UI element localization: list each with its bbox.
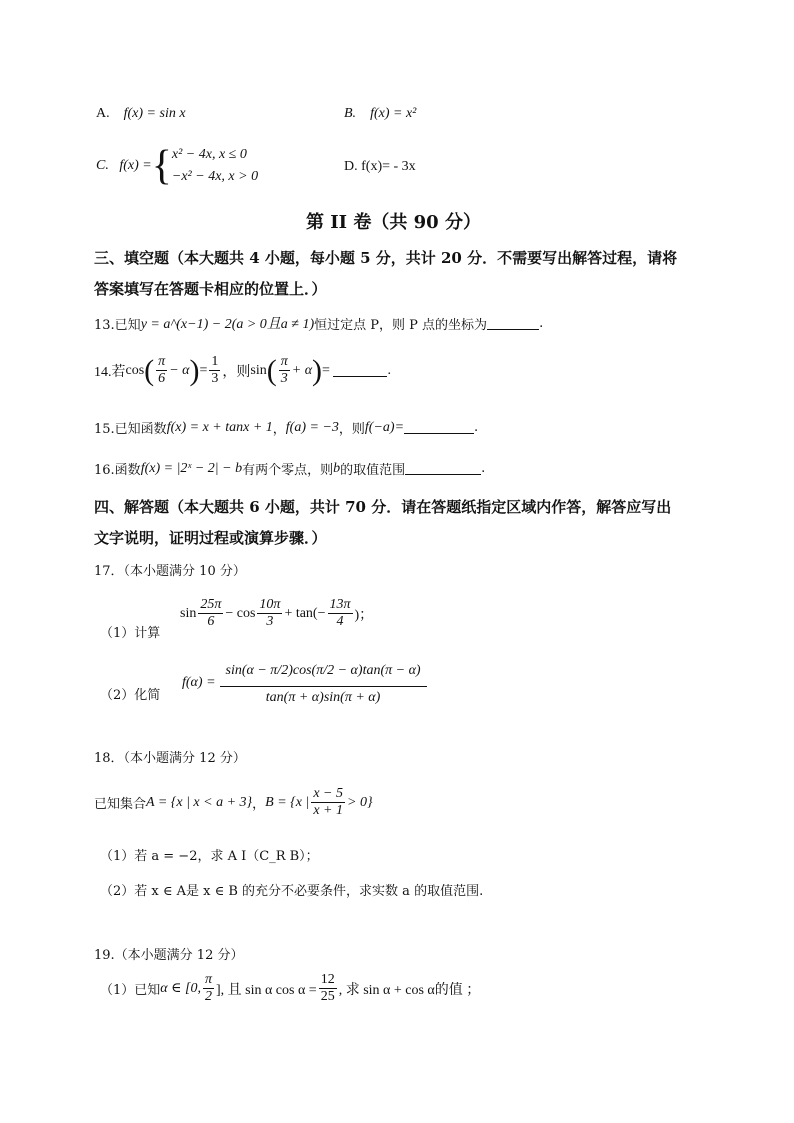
q17-big-frac [220, 656, 427, 709]
q18-title: 18．（本小题满分 12 分） [94, 751, 246, 766]
q17-frac-3: $\frac{13\pi}{4}$ [329, 597, 351, 629]
q17-denominator: tan(π + α)sin(π + α) [265, 690, 381, 705]
q15-expr1: f(x) = x + tanx + 1 [166, 419, 273, 435]
q17-part1-label: （1）计算 [100, 626, 161, 641]
fill-header-line1: 三、填空题（本大题共 4 小题，每小题 5 分，共计 20 分．不需要写出解答过程，请将 [94, 249, 678, 267]
option-c [96, 144, 258, 188]
q18-set-a: A = {x | x < a + 3} [146, 794, 253, 810]
option-d-label: D. [344, 159, 358, 174]
q19-end: , 求 sin α + cos α的值 ； [338, 982, 481, 998]
question-15 [94, 418, 478, 437]
q15-answer-blank [404, 421, 474, 434]
q19-p1-prefix: （1）已知 [100, 983, 161, 998]
q14-frac-1-3: $\frac{1}{3}$ [211, 354, 219, 386]
q14-answer-blank [333, 364, 387, 377]
q14-plus-alpha: + α [291, 362, 313, 378]
q15-prefix: 15.已知函数 [94, 422, 167, 437]
right-paren-2: ) [312, 353, 323, 387]
q15-end: . [474, 420, 479, 435]
option-c-case2: −x² − 4x, x > 0 [171, 169, 259, 184]
q17-sin: sin [180, 605, 197, 621]
q18-part2: （2）若 x ∈ A是 x ∈ B 的充分不必要条件，求实数 a 的取值范围. [100, 884, 484, 899]
option-b-expr: f(x) = x² [370, 106, 417, 121]
solve-header-line1: 四、解答题（本大题共 6 小题，共计 70 分．请在答题纸指定区域内作答，解答应写出 [94, 498, 672, 516]
q15-mid: ，则 [338, 422, 365, 437]
q16-end: . [481, 461, 486, 476]
q14-frac-pi-3: $\frac{\pi}{3}$ [280, 354, 288, 386]
q19-part1 [100, 972, 480, 1005]
q16-suffix2: 的取值范围 [340, 463, 406, 478]
q13-answer-blank [487, 317, 539, 330]
q19-frac-pi-2: $\frac{\pi}{2}$ [204, 972, 212, 1004]
q17-part2-label: （2）化简 [100, 688, 161, 703]
q13-end: . [539, 315, 544, 331]
q19-range: α ∈ [0, [160, 981, 201, 996]
q16-b: b [333, 460, 341, 476]
option-a [96, 106, 186, 122]
q19-mid: ], 且 sin α cos α = [215, 982, 317, 998]
option-d-expr: f(x)= - 3x [361, 159, 416, 174]
q16-prefix: 16.函数 [94, 463, 141, 478]
q17-cos: − cos [225, 605, 256, 621]
left-paren-2: ( [266, 353, 277, 387]
option-c-cases [172, 144, 258, 188]
q15-expr2: f(a) = −3 [285, 419, 339, 435]
q18-set-b-suffix: > 0} [347, 794, 373, 810]
question-13 [94, 313, 543, 333]
question-14 [94, 354, 391, 387]
q13-expr: y = a^(x−1) − 2(a > 0且a ≠ 1) [140, 317, 315, 332]
right-paren: ) [189, 353, 200, 387]
q14-frac-pi-6: $\frac{\pi}{6}$ [158, 354, 166, 386]
option-c-label: C. [96, 158, 109, 173]
q16-suffix: 有两个零点，则 [242, 463, 334, 478]
q13-suffix: 恒过定点 P，则 P 点的坐标为 [314, 317, 488, 333]
q14-sin: sin [250, 362, 267, 378]
q14-cos: cos [125, 362, 145, 378]
section-title: 第 II 卷（共 90 分） [306, 212, 481, 233]
q18-given [94, 786, 373, 819]
q18-comma: ， [252, 797, 266, 812]
option-b [344, 106, 416, 122]
q14-then: ，则 [222, 364, 251, 380]
option-d [344, 159, 416, 175]
question-16 [94, 459, 485, 478]
q18-part1: （1）若 a = −2，求 A I（C_R B）； [100, 849, 319, 864]
q17-lhs: f(α) = [182, 674, 216, 690]
q17-frac-2: $\frac{10\pi}{3}$ [259, 597, 281, 629]
q14-eq2: = [322, 362, 330, 378]
q18-set-b-frac: $\frac{x - 5}{x + 1}$ [313, 786, 343, 818]
option-a-label: A. [96, 106, 110, 121]
q14-minus-alpha: − α [169, 362, 190, 378]
left-paren: ( [144, 353, 155, 387]
option-c-prefix: f(x) = [119, 158, 152, 173]
q17-part1-expr [180, 597, 373, 630]
q17-tan: + tan(− [284, 605, 326, 621]
q17-p1-end: )； [354, 607, 374, 623]
q15-expr3: f(−a)= [364, 419, 405, 435]
q17-part2-expr [182, 656, 429, 709]
q17-numerator: sin(α − π/2)cos(π/2 − α)tan(π − α) [220, 656, 427, 687]
q13-prefix: 13.已知 [94, 317, 141, 333]
fill-header-line2: 答案填写在答题卡相应的位置上．） [94, 280, 327, 298]
q14-end: . [387, 362, 391, 378]
q14-eq: = [199, 362, 208, 378]
q14-prefix: 14.若 [94, 364, 126, 380]
left-brace: { [151, 143, 172, 189]
q16-expr: f(x) = |2ˣ − 2| − b [140, 460, 243, 476]
solve-header-line2: 文字说明，证明过程或演算步骤．） [94, 529, 327, 547]
option-a-expr: f(x) = sin x [123, 106, 186, 121]
option-c-case1: x² − 4x, x ≤ 0 [171, 147, 247, 162]
q18-given-prefix: 已知集合 [94, 797, 147, 812]
option-b-label: B. [344, 106, 357, 121]
q18-set-b-prefix: B = {x | [265, 794, 310, 810]
q15-comma: ， [272, 422, 286, 437]
q17-frac-1: $\frac{25\pi}{6}$ [200, 597, 222, 629]
q17-title: 17．（本小题满分 10 分） [94, 564, 246, 579]
q19-frac-12-25: $\frac{12}{25}$ [320, 972, 335, 1004]
q19-title: 19.（本小题满分 12 分） [94, 948, 244, 963]
q16-answer-blank [405, 462, 481, 475]
